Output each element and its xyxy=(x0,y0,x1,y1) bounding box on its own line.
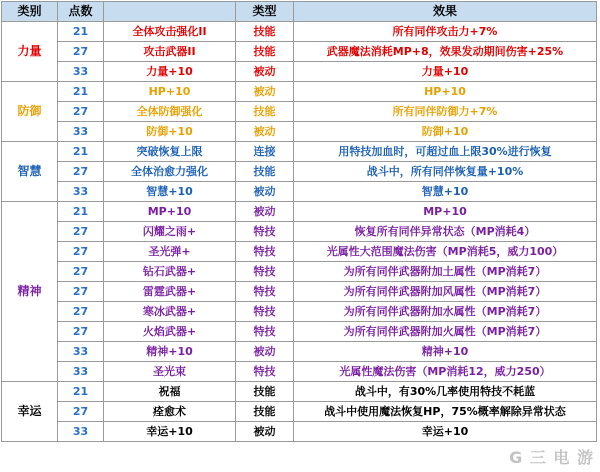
category-cell: 力量 xyxy=(2,22,58,82)
skill-name-cell: 圣光束 xyxy=(104,362,236,382)
type-cell: 被动 xyxy=(236,182,294,202)
points-cell: 27 xyxy=(58,162,104,182)
category-cell: 幸运 xyxy=(2,382,58,442)
points-cell: 33 xyxy=(58,422,104,442)
header-points: 点数 xyxy=(58,2,104,22)
header-effect: 效果 xyxy=(294,2,597,22)
type-cell: 特技 xyxy=(236,322,294,342)
points-cell: 33 xyxy=(58,62,104,82)
effect-cell: 精神+10 xyxy=(294,342,597,362)
points-cell: 27 xyxy=(58,102,104,122)
skill-name-cell: 全体攻击强化II xyxy=(104,22,236,42)
points-cell: 21 xyxy=(58,82,104,102)
table-row xyxy=(2,202,597,222)
type-cell: 技能 xyxy=(236,42,294,62)
effect-cell: 战斗中，所有同伴恢复量+10% xyxy=(294,162,597,182)
type-cell: 技能 xyxy=(236,22,294,42)
table-row xyxy=(2,162,597,182)
skill-name-cell: 防御+10 xyxy=(104,122,236,142)
watermark-logo: G 三 电 游 xyxy=(509,448,594,467)
table-row xyxy=(2,102,597,122)
effect-cell: 武器魔法消耗MP+8，效果发动期间伤害+25% xyxy=(294,42,597,62)
points-cell: 27 xyxy=(58,322,104,342)
skill-name-cell: 火焰武器+ xyxy=(104,322,236,342)
points-cell: 27 xyxy=(58,242,104,262)
skill-name-cell: 圣光弹+ xyxy=(104,242,236,262)
skill-name-cell: 全体防御强化 xyxy=(104,102,236,122)
effect-cell: 为所有同伴武器附加火属性（MP消耗7） xyxy=(294,322,597,342)
effect-cell: 为所有同伴武器附加土属性（MP消耗7） xyxy=(294,262,597,282)
effect-cell: 战斗中使用魔法恢复HP，75%概率解除异常状态 xyxy=(294,402,597,422)
points-cell: 33 xyxy=(58,362,104,382)
table-row xyxy=(2,322,597,342)
header-name xyxy=(104,2,236,22)
points-cell: 27 xyxy=(58,282,104,302)
skill-table xyxy=(1,1,597,442)
skill-name-cell: 闪耀之雨+ xyxy=(104,222,236,242)
type-cell: 技能 xyxy=(236,162,294,182)
type-cell: 特技 xyxy=(236,222,294,242)
skill-name-cell: 突破恢复上限 xyxy=(104,142,236,162)
table-row xyxy=(2,342,597,362)
skill-name-cell: 雷霆武器+ xyxy=(104,282,236,302)
effect-cell: 幸运+10 xyxy=(294,422,597,442)
skill-name-cell: 力量+10 xyxy=(104,62,236,82)
type-cell: 被动 xyxy=(236,82,294,102)
type-cell: 技能 xyxy=(236,402,294,422)
table-row xyxy=(2,142,597,162)
table-row xyxy=(2,82,597,102)
points-cell: 33 xyxy=(58,182,104,202)
type-cell: 被动 xyxy=(236,202,294,222)
effect-cell: HP+10 xyxy=(294,82,597,102)
effect-cell: 力量+10 xyxy=(294,62,597,82)
type-cell: 特技 xyxy=(236,362,294,382)
points-cell: 21 xyxy=(58,202,104,222)
skill-name-cell: 精神+10 xyxy=(104,342,236,362)
type-cell: 被动 xyxy=(236,122,294,142)
skill-name-cell: HP+10 xyxy=(104,82,236,102)
skill-name-cell: 攻击武器II xyxy=(104,42,236,62)
type-cell: 特技 xyxy=(236,262,294,282)
effect-cell: 用特技加血时，可超过血上限30%进行恢复 xyxy=(294,142,597,162)
category-cell: 智慧 xyxy=(2,142,58,202)
effect-cell: 光属性大范围魔法伤害（MP消耗5，威力100） xyxy=(294,242,597,262)
effect-cell: 为所有同伴武器附加风属性（MP消耗7） xyxy=(294,282,597,302)
type-cell: 被动 xyxy=(236,422,294,442)
table-row xyxy=(2,182,597,202)
type-cell: 连接 xyxy=(236,142,294,162)
table-row xyxy=(2,422,597,442)
header-type: 类型 xyxy=(236,2,294,22)
points-cell: 27 xyxy=(58,262,104,282)
type-cell: 特技 xyxy=(236,302,294,322)
effect-cell: MP+10 xyxy=(294,202,597,222)
effect-cell: 为所有同伴武器附加水属性（MP消耗7） xyxy=(294,302,597,322)
table-row xyxy=(2,302,597,322)
skill-name-cell: 智慧+10 xyxy=(104,182,236,202)
type-cell: 被动 xyxy=(236,342,294,362)
table-row xyxy=(2,62,597,82)
skill-name-cell: MP+10 xyxy=(104,202,236,222)
skill-name-cell: 全体治愈力强化 xyxy=(104,162,236,182)
header-category: 类别 xyxy=(2,2,58,22)
table-row xyxy=(2,222,597,242)
type-cell: 技能 xyxy=(236,102,294,122)
table-row xyxy=(2,402,597,422)
table-row xyxy=(2,382,597,402)
skill-name-cell: 祝福 xyxy=(104,382,236,402)
skill-name-cell: 幸运+10 xyxy=(104,422,236,442)
effect-cell: 防御+10 xyxy=(294,122,597,142)
points-cell: 33 xyxy=(58,342,104,362)
header-row xyxy=(2,2,597,22)
type-cell: 技能 xyxy=(236,382,294,402)
table-row xyxy=(2,242,597,262)
skill-name-cell: 痊愈术 xyxy=(104,402,236,422)
points-cell: 33 xyxy=(58,122,104,142)
effect-cell: 光属性魔法伤害（MP消耗12，威力250） xyxy=(294,362,597,382)
effect-cell: 所有同伴攻击力+7% xyxy=(294,22,597,42)
type-cell: 特技 xyxy=(236,282,294,302)
skill-table-body xyxy=(2,22,597,442)
points-cell: 21 xyxy=(58,22,104,42)
category-cell: 精神 xyxy=(2,202,58,382)
points-cell: 21 xyxy=(58,382,104,402)
points-cell: 21 xyxy=(58,142,104,162)
table-row xyxy=(2,22,597,42)
effect-cell: 战斗中，有30%几率使用特技不耗蓝 xyxy=(294,382,597,402)
table-row xyxy=(2,262,597,282)
table-row xyxy=(2,282,597,302)
points-cell: 27 xyxy=(58,302,104,322)
effect-cell: 所有同伴防御力+7% xyxy=(294,102,597,122)
effect-cell: 智慧+10 xyxy=(294,182,597,202)
type-cell: 被动 xyxy=(236,62,294,82)
table-row xyxy=(2,122,597,142)
table-row xyxy=(2,42,597,62)
points-cell: 27 xyxy=(58,42,104,62)
points-cell: 27 xyxy=(58,402,104,422)
table-row xyxy=(2,362,597,382)
effect-cell: 恢复所有同伴异常状态（MP消耗4） xyxy=(294,222,597,242)
points-cell: 27 xyxy=(58,222,104,242)
type-cell: 特技 xyxy=(236,242,294,262)
skill-name-cell: 寒冰武器+ xyxy=(104,302,236,322)
skill-name-cell: 钻石武器+ xyxy=(104,262,236,282)
category-cell: 防御 xyxy=(2,82,58,142)
